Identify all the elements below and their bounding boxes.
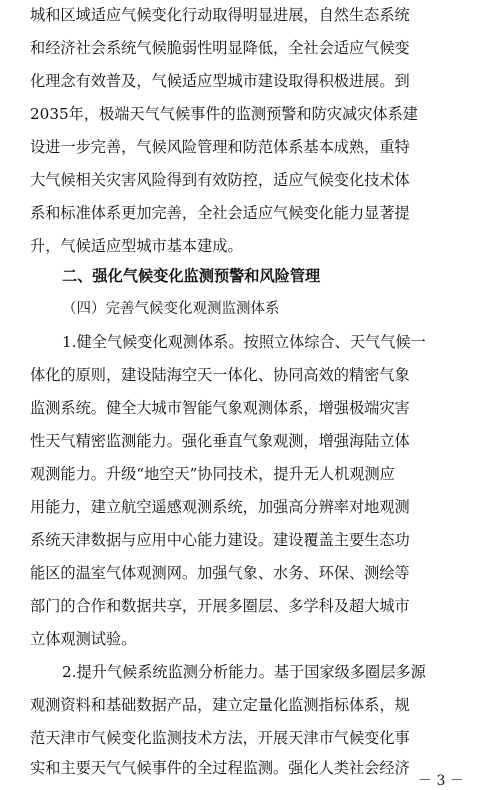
body-text-line: 和经济社会系统气候脆弱性明显降低，全社会适应气候变 xyxy=(30,39,410,57)
body-text-line: 范天津市气候变化监测技术方法，开展天津市气候变化事 xyxy=(30,729,410,747)
body-text-line: 观测能力。升级“地空天”协同技术，提升无人机观测应 xyxy=(30,465,395,483)
body-text-line: 化理念有效普及，气候适应型城市建设取得积极进展。到 xyxy=(30,72,410,90)
subsection-heading: （四）完善气候变化观测监测体系 xyxy=(62,301,280,317)
body-text-line: 系统天津数据与应用中心能力建设。建设覆盖主要生态功 xyxy=(30,531,410,549)
body-text-line: 体化的原则，建设陆海空天一体化、协同高效的精密气象 xyxy=(30,366,410,384)
section-heading: 二、强化气候变化监测预警和风险管理 xyxy=(62,267,321,285)
body-text-line: 能区的温室气体观测网。加强气象、水务、环保、测绘等 xyxy=(30,564,410,582)
body-text-line: 性天气精密监测能力。强化垂直气象观测，增强海陆立体 xyxy=(30,432,410,450)
body-text-line: 系和标准体系更加完善，全社会适应气候变化能力显著提 xyxy=(30,204,410,222)
body-text-line: 实和主要天气气候事件的全过程监测。强化人类社会经济 xyxy=(30,759,410,777)
body-text-line: 2035年，极端天气气候事件的监测预警和防灾减灾体系建 xyxy=(30,105,418,123)
body-text-line: 升，气候适应型城市基本建成。 xyxy=(30,237,243,255)
body-text-line: 大气候相关灾害风险得到有效防控，适应气候变化技术体 xyxy=(30,171,410,189)
body-text-line: 1.健全气候变化观测体系。按照立体综合、天气气候一 xyxy=(62,333,426,351)
body-text-line: 用能力，建立航空遥感观测系统，加强高分辨率对地观测 xyxy=(30,498,410,516)
body-text-line: 设进一步完善，气候风险管理和防范体系基本成熟，重特 xyxy=(30,138,410,156)
body-text-line: 部门的合作和数据共享，开展多圈层、多学科及超大城市 xyxy=(30,597,410,615)
page-number: － 3 － xyxy=(418,773,464,789)
body-text-line: 立体观测试验。 xyxy=(30,630,137,648)
body-text-line: 观测资料和基础数据产品，建立定量化监测指标体系，规 xyxy=(30,696,410,714)
body-text-line: 城和区域适应气候变化行动取得明显进展，自然生态系统 xyxy=(30,6,410,24)
body-text-line: 监测系统。健全大城市智能气象观测体系，增强极端灾害 xyxy=(30,399,410,417)
body-text-line: 2.提升气候系统监测分析能力。基于国家级多圈层多源 xyxy=(62,663,426,681)
